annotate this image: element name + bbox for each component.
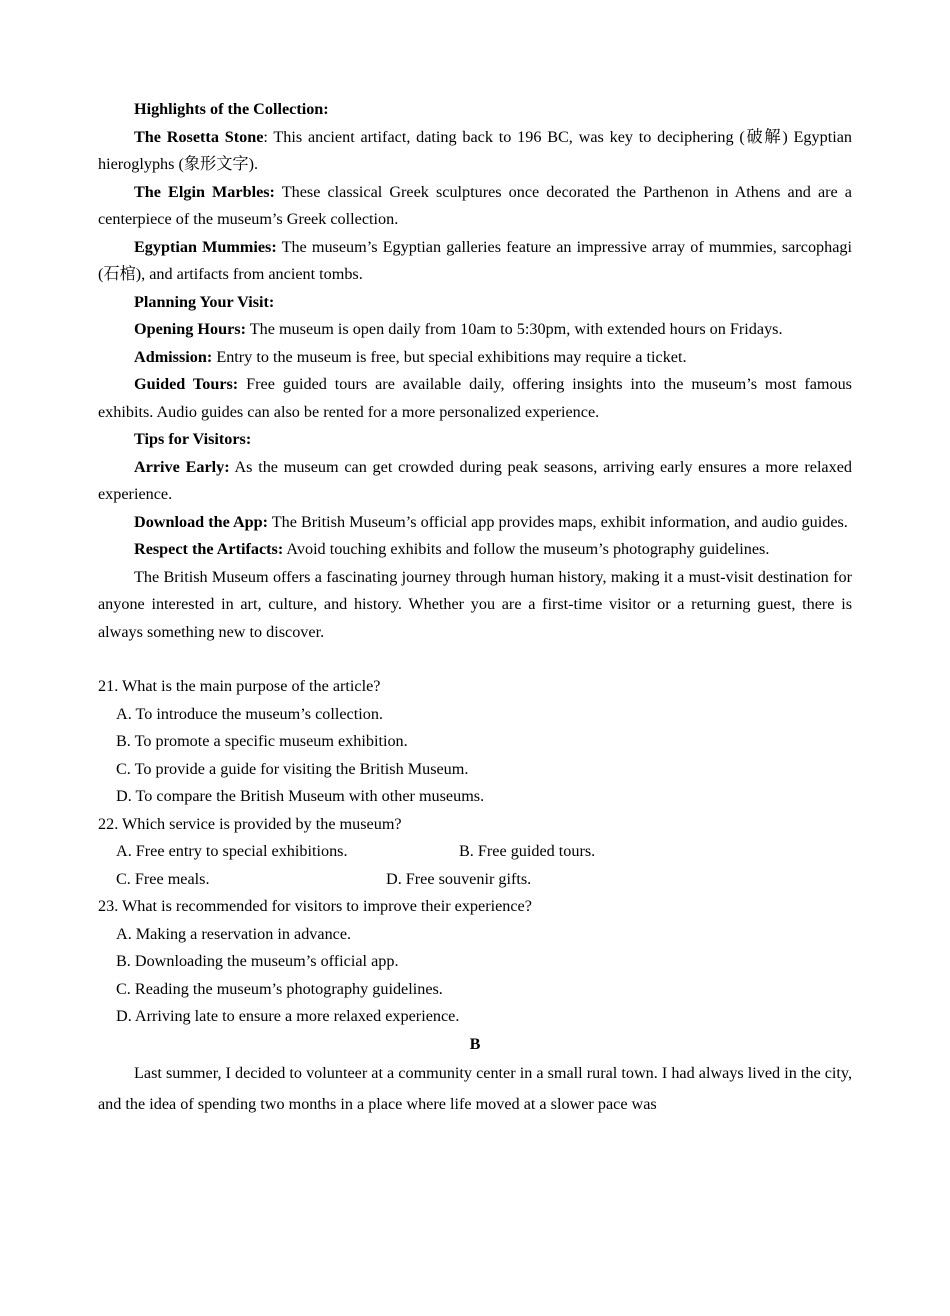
planning-heading: Planning Your Visit:: [134, 292, 275, 311]
term-arrive-early: Arrive Early:: [134, 457, 230, 476]
tips-heading: Tips for Visitors:: [134, 430, 252, 448]
highlight-elgin-marbles: [98, 179, 852, 234]
question-22-option-b: B. Free guided tours.: [459, 842, 596, 860]
question-22-options-row-2: [98, 866, 852, 894]
term-admission: Admission:: [134, 347, 213, 366]
section-b-intro: Last summer, I decided to volunteer at a community center in a small rural town. I had always lived in the city, and the idea of spending two months in a place where life moved at a slower pace was: [98, 1064, 852, 1113]
question-23-option-a: A. Making a reservation in advance.: [116, 924, 352, 943]
question-23-option-c: C. Reading the museum’s photography guidelines.: [116, 979, 443, 998]
term-rosetta-stone: The Rosetta Stone: [134, 127, 264, 146]
question-23-stem: 23. What is recommended for visitors to improve their experience?: [98, 897, 532, 915]
question-21-option-d: D. To compare the British Museum with other museums.: [116, 787, 485, 805]
question-21-option-c: C. To provide a guide for visiting the British Museum.: [116, 759, 469, 778]
tip-download-app: [98, 509, 852, 537]
planning-opening-hours: [98, 316, 852, 344]
question-21-option-b: B. To promote a specific museum exhibition.: [116, 732, 408, 750]
highlights-heading: Highlights of the Collection:: [134, 100, 329, 118]
text-download-app: The British Museum’s official app provides maps, exhibit information, and audio guides.: [268, 512, 848, 531]
question-22-options-row-1: [98, 838, 852, 866]
question-22-stem: 22. Which service is provided by the museum?: [98, 814, 402, 833]
text-elgin-marbles: These classical Greek sculptures once decorated the Parthenon in Athens and are a centerpiece of the museum’s Greek collection.: [98, 182, 852, 228]
planning-guided-tours: [98, 371, 852, 426]
tip-arrive-early: [98, 454, 852, 509]
highlight-rosetta-stone: [98, 124, 852, 179]
text-arrive-early: As the museum can get crowded during peak seasons, arriving early ensures a more relaxed experience.: [98, 457, 852, 503]
question-21-stem: 21. What is the main purpose of the article?: [98, 677, 381, 695]
question-23-option-b: B. Downloading the museum’s official app.: [116, 952, 399, 970]
document-page: [98, 96, 852, 1119]
section-spacer: [98, 646, 852, 673]
text-rosetta-stone: : This ancient artifact, dating back to 196 BC, was key to deciphering (破解) Egyptian hieroglyphs (象形文字).: [98, 127, 852, 173]
tip-respect-artifacts: [98, 536, 852, 564]
term-opening-hours: Opening Hours:: [134, 320, 246, 338]
question-22-option-c: C. Free meals.: [116, 869, 210, 888]
text-admission: Entry to the museum is free, but special exhibitions may require a ticket.: [212, 347, 687, 366]
planning-admission: [98, 344, 852, 372]
term-guided-tours: Guided Tours:: [134, 375, 239, 393]
text-respect-artifacts: Avoid touching exhibits and follow the museum’s photography guidelines.: [283, 540, 770, 558]
term-egyptian-mummies: Egyptian Mummies:: [134, 237, 277, 256]
text-egyptian-mummies: The museum’s Egyptian galleries feature an impressive array of mummies, sarcophagi (石棺), and artifacts from ancient tombs.: [98, 237, 853, 283]
question-22-option-a: A. Free entry to special exhibitions.: [116, 842, 348, 860]
term-download-app: Download the App:: [134, 512, 269, 531]
section-b-letter: B: [469, 1034, 481, 1053]
conclusion-paragraph: The British Museum offers a fascinating journey through human history, making it a must-visit destination for anyone interested in art, culture, and history. Whether you are a first-time visitor or a returning guest, there is always something new to discover.: [98, 567, 852, 641]
text-guided-tours: Free guided tours are available daily, offering insights into the museum’s most famous exhibits. Audio guides can also be rented for a more personalized experience.: [98, 375, 852, 421]
highlight-egyptian-mummies: [98, 234, 852, 289]
term-respect-artifacts: Respect the Artifacts:: [134, 540, 284, 558]
question-21-option-a: A. To introduce the museum’s collection.: [116, 704, 383, 723]
term-elgin-marbles: The Elgin Marbles:: [134, 182, 275, 201]
question-22-option-d: D. Free souvenir gifts.: [386, 869, 532, 888]
text-opening-hours: The museum is open daily from 10am to 5:30pm, with extended hours on Fridays.: [246, 320, 783, 338]
question-23-option-d: D. Arriving late to ensure a more relaxed experience.: [116, 1007, 460, 1025]
